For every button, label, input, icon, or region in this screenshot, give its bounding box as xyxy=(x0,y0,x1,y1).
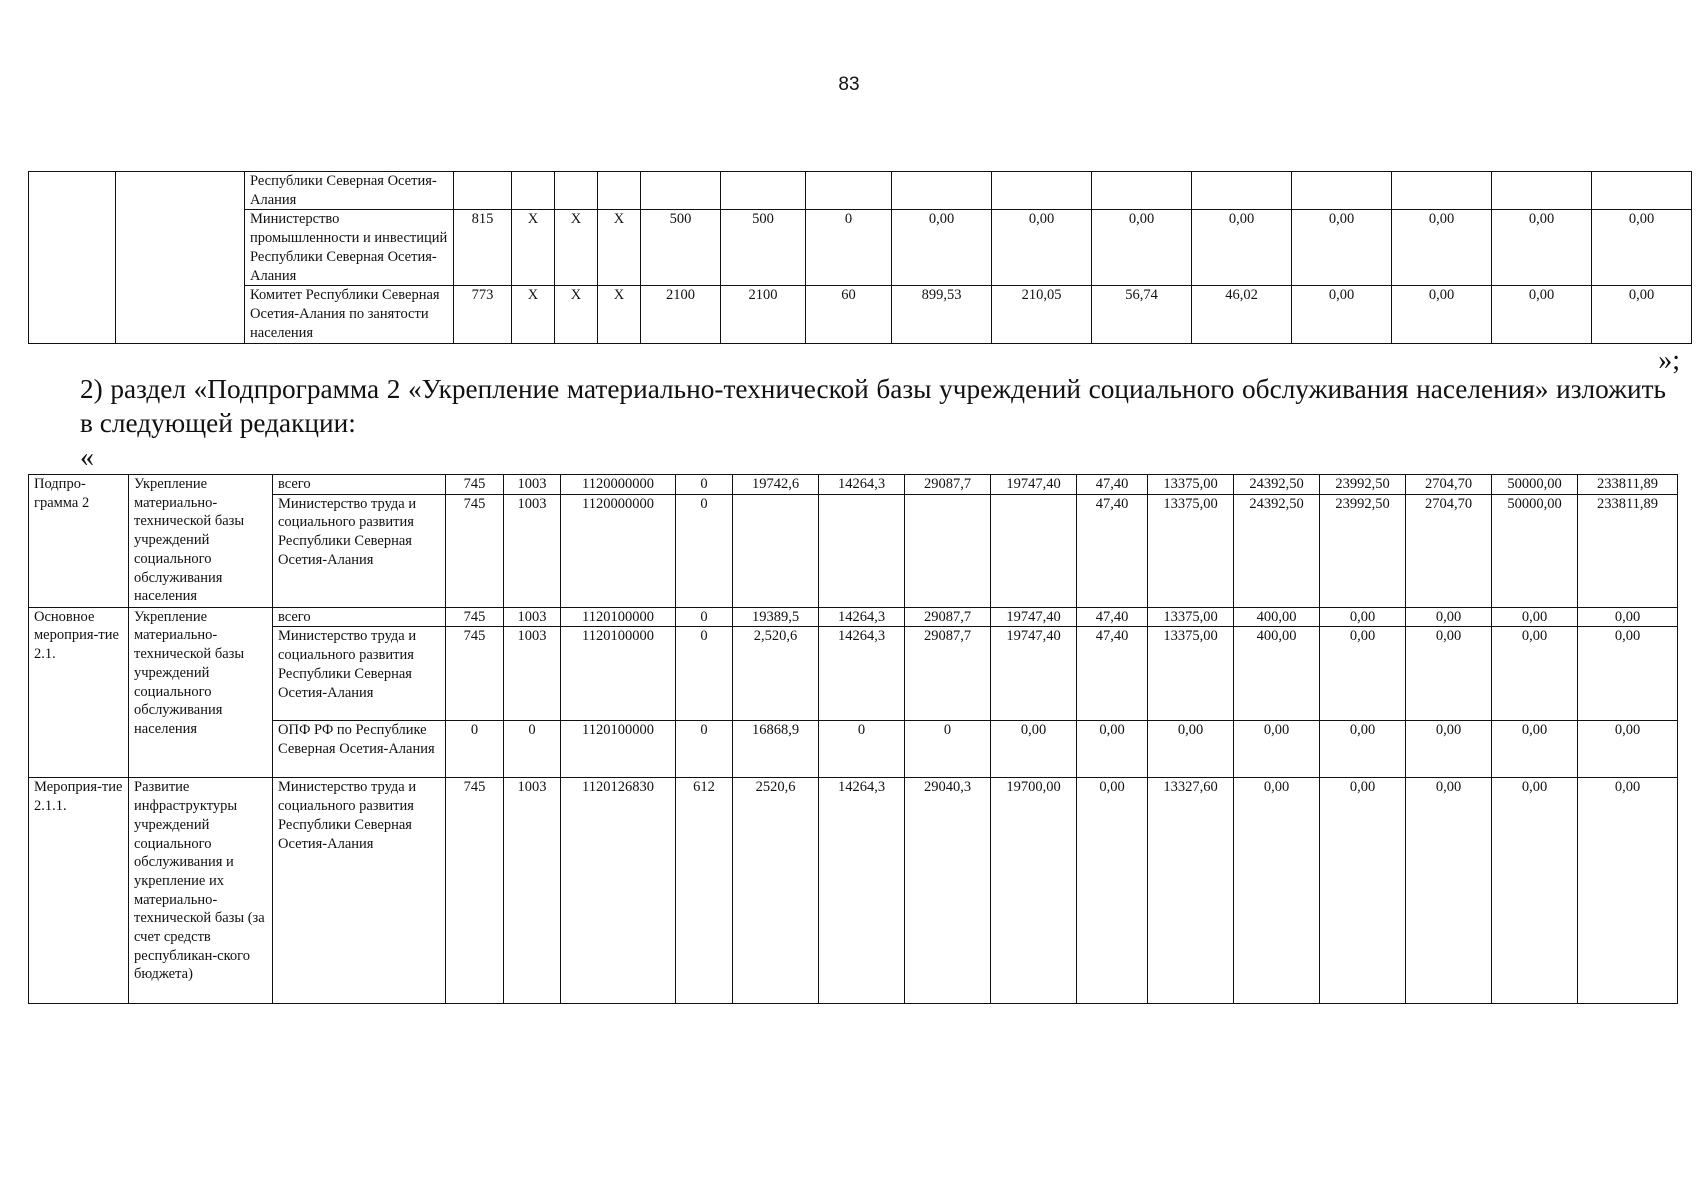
table-cell: 23992,50 xyxy=(1320,475,1406,495)
table-cell: 56,74 xyxy=(1092,286,1192,343)
table-cell: 612 xyxy=(676,778,733,1004)
table-cell: 0,00 xyxy=(1292,286,1392,343)
table-cell xyxy=(116,172,245,344)
table-cell: 0,00 xyxy=(1077,721,1148,778)
table-cell: 19747,40 xyxy=(991,475,1077,495)
table-cell: 14264,3 xyxy=(819,475,905,495)
table-cell: 60 xyxy=(806,286,892,343)
table-cell: 0 xyxy=(504,721,561,778)
table-cell: X xyxy=(512,210,555,286)
table-cell xyxy=(892,172,992,210)
table-cell: X xyxy=(555,210,598,286)
table-cell: 0,00 xyxy=(1492,210,1592,286)
table-row xyxy=(29,721,1678,778)
table-cell xyxy=(1192,172,1292,210)
table-cell: 0,00 xyxy=(1492,286,1592,343)
table-cell: 19389,5 xyxy=(733,607,819,627)
table-cell: 47,40 xyxy=(1077,494,1148,607)
table-cell: 745 xyxy=(446,778,504,1004)
table-cell: Министерство промышленности и инвестиций Республики Северная Осетия-Алания xyxy=(245,210,454,286)
page-number: 83 xyxy=(838,74,860,95)
table-cell xyxy=(1392,172,1492,210)
table-cell: 0,00 xyxy=(1578,778,1678,1004)
table-cell: 0,00 xyxy=(892,210,992,286)
table-cell: 0,00 xyxy=(1292,210,1392,286)
table-cell: 745 xyxy=(446,494,504,607)
table-cell: 0,00 xyxy=(1492,627,1578,721)
table-cell: 47,40 xyxy=(1077,627,1148,721)
table-cell: 0,00 xyxy=(1592,210,1692,286)
table-cell: 0,00 xyxy=(992,210,1092,286)
table-cell: 0,00 xyxy=(1492,607,1578,627)
table-cell: 19747,40 xyxy=(991,627,1077,721)
table-cell: 2704,70 xyxy=(1406,475,1492,495)
table-cell: 0,00 xyxy=(1578,721,1678,778)
table-cell: 0,00 xyxy=(1492,778,1578,1004)
table-cell xyxy=(991,494,1077,607)
table-cell: всего xyxy=(273,607,446,627)
table-cell: 2704,70 xyxy=(1406,494,1492,607)
table-cell xyxy=(1092,172,1192,210)
table-cell: Министерство труда и социального развития Республики Северная Осетия-Алания xyxy=(273,778,446,1004)
table-cell: X xyxy=(598,286,641,343)
table-cell xyxy=(721,172,806,210)
table-cell xyxy=(641,172,721,210)
table-cell: 14264,3 xyxy=(819,778,905,1004)
table-cell: 19747,40 xyxy=(991,607,1077,627)
table-cell: Комитет Республики Северная Осетия-Алания по занятости населения xyxy=(245,286,454,343)
table-row xyxy=(29,172,1692,210)
table-cell: 0,00 xyxy=(1392,286,1492,343)
table-cell: 50000,00 xyxy=(1492,475,1578,495)
table-cell: 13327,60 xyxy=(1148,778,1234,1004)
table-cell: 0 xyxy=(676,607,733,627)
table-cell: 0,00 xyxy=(1320,607,1406,627)
table-cell xyxy=(992,172,1092,210)
table-cell xyxy=(819,494,905,607)
table-cell: 400,00 xyxy=(1234,607,1320,627)
table-cell: 0,00 xyxy=(1406,778,1492,1004)
table-cell: 400,00 xyxy=(1234,627,1320,721)
table-row xyxy=(29,286,1692,343)
table-cell: 0 xyxy=(676,475,733,495)
table-cell xyxy=(806,172,892,210)
table-cell xyxy=(29,172,116,344)
table-cell xyxy=(1592,172,1692,210)
table-cell: 0,00 xyxy=(1192,210,1292,286)
table-cell: 0 xyxy=(676,721,733,778)
table-cell xyxy=(555,172,598,210)
table-cell: 16868,9 xyxy=(733,721,819,778)
table-cell: 2100 xyxy=(721,286,806,343)
table-cell: 1003 xyxy=(504,494,561,607)
table-cell: 1120000000 xyxy=(561,475,676,495)
table-cell: 2520,6 xyxy=(733,778,819,1004)
table-cell: 0,00 xyxy=(1320,627,1406,721)
table-cell: 0,00 xyxy=(1406,607,1492,627)
table-cell: 1003 xyxy=(504,607,561,627)
table-cell: 0 xyxy=(819,721,905,778)
table-cell: 1003 xyxy=(504,778,561,1004)
table-cell: 0,00 xyxy=(1092,210,1192,286)
table-cell-name: Укрепление материально-технической базы учреждений социального обслуживания населения xyxy=(129,475,273,608)
table-row xyxy=(29,607,1678,627)
table-row xyxy=(29,475,1678,495)
table-row xyxy=(29,210,1692,286)
table-cell: 233811,89 xyxy=(1578,475,1678,495)
table-row xyxy=(29,778,1678,1004)
table-cell: 0,00 xyxy=(1406,627,1492,721)
table-cell: 0,00 xyxy=(991,721,1077,778)
table-cell: 46,02 xyxy=(1192,286,1292,343)
table-cell: всего xyxy=(273,475,446,495)
table-cell: 0 xyxy=(905,721,991,778)
table-cell xyxy=(598,172,641,210)
table-cell: 0,00 xyxy=(1320,778,1406,1004)
table-cell: 0,00 xyxy=(1234,778,1320,1004)
table-cell: 0,00 xyxy=(1392,210,1492,286)
table-cell: 19742,6 xyxy=(733,475,819,495)
table-cell: 500 xyxy=(721,210,806,286)
table-cell: 1120100000 xyxy=(561,721,676,778)
table-cell: 14264,3 xyxy=(819,627,905,721)
table-cell: 29087,7 xyxy=(905,607,991,627)
table-cell: 1120100000 xyxy=(561,627,676,721)
table-cell: 23992,50 xyxy=(1320,494,1406,607)
table-cell: X xyxy=(598,210,641,286)
table-cell: X xyxy=(512,286,555,343)
table-cell xyxy=(733,494,819,607)
table-cell: 233811,89 xyxy=(1578,494,1678,607)
table-cell: 2,520,6 xyxy=(733,627,819,721)
table-cell xyxy=(512,172,555,210)
table-cell: 0,00 xyxy=(1492,721,1578,778)
table-cell: 13375,00 xyxy=(1148,607,1234,627)
table-cell: 745 xyxy=(446,607,504,627)
table-cell-code: Подпро-грамма 2 xyxy=(29,475,129,608)
table-cell: 0 xyxy=(806,210,892,286)
table-cell: 14264,3 xyxy=(819,607,905,627)
table-cell: 745 xyxy=(446,475,504,495)
table-cell: Республики Северная Осетия-Алания xyxy=(245,172,454,210)
table-cell-code: Мероприя-тие 2.1.1. xyxy=(29,778,129,1004)
table-cell: 0,00 xyxy=(1320,721,1406,778)
table-cell xyxy=(1492,172,1592,210)
table-cell: 0,00 xyxy=(1148,721,1234,778)
table-cell: 29040,3 xyxy=(905,778,991,1004)
table-cell: 899,53 xyxy=(892,286,992,343)
table-cell: 745 xyxy=(446,627,504,721)
table-cell: 1120100000 xyxy=(561,607,676,627)
table-cell: 13375,00 xyxy=(1148,494,1234,607)
section-heading-text: 2) раздел «Подпрограмма 2 «Укрепление материально-технической базы учреждений социального обслуживания населения» изложить в следующей редакции: xyxy=(80,374,1666,438)
table-cell xyxy=(1292,172,1392,210)
table-cell: Министерство труда и социального развития Республики Северная Осетия-Алания xyxy=(273,627,446,721)
table-cell: 2100 xyxy=(641,286,721,343)
table-row xyxy=(29,627,1678,721)
table-cell: 0,00 xyxy=(1578,607,1678,627)
table-cell: 0,00 xyxy=(1234,721,1320,778)
table-cell-code: Основное мероприя-тие 2.1. xyxy=(29,607,129,778)
table-cell: 500 xyxy=(641,210,721,286)
table-cell: X xyxy=(555,286,598,343)
table-cell: 1003 xyxy=(504,475,561,495)
table-cell: 50000,00 xyxy=(1492,494,1578,607)
table-cell: 24392,50 xyxy=(1234,494,1320,607)
table-cell: 0,00 xyxy=(1406,721,1492,778)
table-cell-name: Укрепление материально-технической базы учреждений социального обслуживания населения xyxy=(129,607,273,778)
table-cell: 29087,7 xyxy=(905,475,991,495)
table-cell xyxy=(454,172,512,210)
opening-quote: « xyxy=(80,442,94,473)
table-cell: 1120000000 xyxy=(561,494,676,607)
table-cell: 1003 xyxy=(504,627,561,721)
table-cell: 1120126830 xyxy=(561,778,676,1004)
table-cell: 0 xyxy=(676,627,733,721)
table-cell: 29087,7 xyxy=(905,627,991,721)
table-cell: 815 xyxy=(454,210,512,286)
table-cell: 0,00 xyxy=(1077,778,1148,1004)
budget-table-continuation xyxy=(28,171,1692,344)
table-cell: 0 xyxy=(676,494,733,607)
table-cell: 0,00 xyxy=(1578,627,1678,721)
table-cell: 210,05 xyxy=(992,286,1092,343)
table-row xyxy=(29,494,1678,607)
table-cell: ОПФ РФ по Республике Северная Осетия-Алания xyxy=(273,721,446,778)
table-cell: 13375,00 xyxy=(1148,627,1234,721)
table-cell: 47,40 xyxy=(1077,475,1148,495)
table-cell-name: Развитие инфраструктуры учреждений социального обслуживания и укрепление их материально-технической базы (за счет средств республикан-ского бюджета) xyxy=(129,778,273,1004)
table-cell: 24392,50 xyxy=(1234,475,1320,495)
table-cell: 0,00 xyxy=(1592,286,1692,343)
table-cell xyxy=(905,494,991,607)
table-cell: Министерство труда и социального развития Республики Северная Осетия-Алания xyxy=(273,494,446,607)
table-cell: 47,40 xyxy=(1077,607,1148,627)
closing-quote: »; xyxy=(1658,345,1680,376)
table-cell: 19700,00 xyxy=(991,778,1077,1004)
table-cell: 13375,00 xyxy=(1148,475,1234,495)
table-cell: 0 xyxy=(446,721,504,778)
subprogram-2-table xyxy=(28,474,1678,1004)
table-cell: 773 xyxy=(454,286,512,343)
